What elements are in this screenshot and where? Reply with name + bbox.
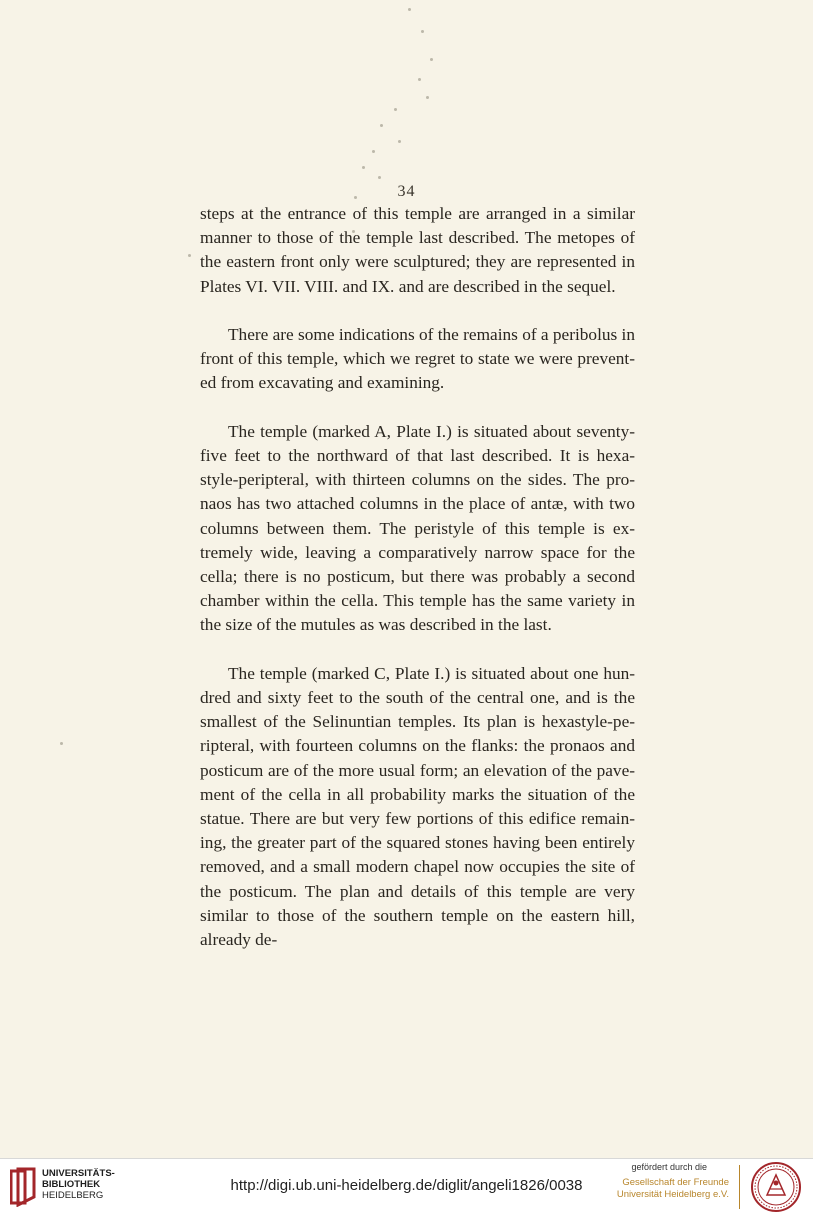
sponsor-divider	[739, 1165, 740, 1209]
university-seal-icon[interactable]	[750, 1161, 802, 1213]
sponsor-label: gefördert durch die	[631, 1162, 707, 1172]
sponsor-name[interactable]	[617, 1177, 729, 1201]
page-number: 34	[397, 183, 416, 200]
permalink-url[interactable]: http://digi.ub.uni-heidelberg.de/diglit/angeli1826/0038	[230, 1177, 583, 1194]
paragraph-4: The temple (marked C, Plate I.) is situated about one hun-dred and sixty feet to the south of the central one, and is the smallest of the Selinuntian temples. Its plan is hexastyle-pe-ripteral, with fourteen columns on the flanks: the pronaos and posticum are of the more usual form; an elevation of the pave-ment of the cella in all probability marks the situation of the statue. There are but very few portions of this edifice remain-ing, the greater part of the squared stones having been entirely removed, and a small modern chapel now occupies the site of the posticum. The plan and details of this temple are very similar to those of the southern temple on the eastern hill, already de-	[200, 663, 635, 950]
library-line-2: BIBLIOTHEK	[42, 1179, 101, 1190]
library-line-3: HEIDELBERG	[42, 1190, 104, 1201]
body-text	[200, 202, 635, 976]
paragraph-2: There are some indications of the remains of a peribolus in front of this temple, which we regret to state we were prevent-ed from excavating and examining.	[200, 325, 635, 393]
sponsor-line-2: Universität Heidelberg e.V.	[616, 1189, 729, 1200]
viewer-footer	[0, 1158, 813, 1216]
paragraph-1: steps at the entrance of this temple are arranged in a similar manner to those of the temple last described. The metopes of the eastern front only were sculptured; they are represented in Plates VI. VII. VIII. and IX. and are described in the sequel.	[200, 204, 635, 296]
library-line-1: UNIVERSITÄTS-	[42, 1168, 115, 1179]
sponsor-line-1: Gesellschaft der Freunde	[622, 1177, 729, 1188]
paragraph-3: The temple (marked A, Plate I.) is situated about seventy-five feet to the northward of that last described. It is hexa-style-peripteral, with thirteen columns on the sides. The pro-naos has two attached columns in the place of antæ, with two columns between them. The peristyle of this temple is ex-tremely wide, leaving a comparatively narrow space for the cella; there is no posticum, but there was probably a second chamber within the cella. This temple has the same variety in the size of the mutules as was described in the last.	[200, 421, 635, 635]
